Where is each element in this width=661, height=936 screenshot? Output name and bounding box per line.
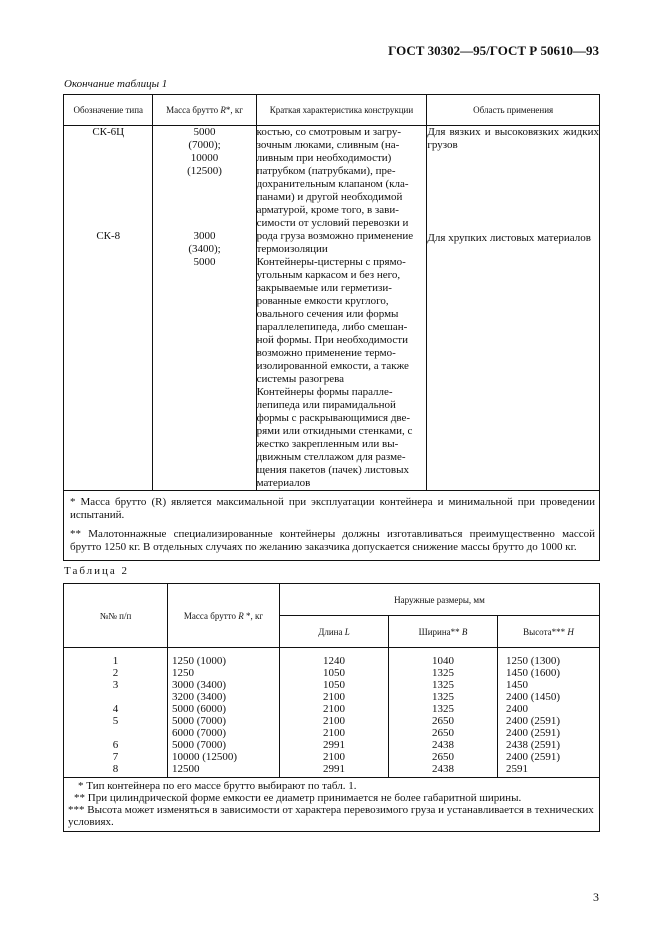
mass-value: (3400);	[188, 243, 221, 255]
table2-col-length: Длина L	[280, 616, 389, 648]
table2-height-value: 1450	[506, 679, 528, 691]
table2-mass-value: 1250 (1000)	[172, 655, 227, 667]
table2-header-row-1	[64, 584, 600, 616]
table2-num-value: 2	[112, 667, 119, 679]
table2-height-column	[498, 648, 600, 778]
description-line: щения пакетов (пачек) листовых	[256, 464, 410, 476]
table2-length-value: 2100	[323, 691, 345, 703]
table2-height-value: 2400 (2591)	[506, 715, 561, 727]
table2-length-value: 2991	[323, 739, 345, 751]
table2-note-1: * Тип контейнера по его массе брутто выбирают по табл. 1.	[78, 780, 357, 792]
description-line: симости от условий перевозки и	[256, 217, 409, 229]
table2-num-column	[64, 648, 168, 778]
mass-value: (12500)	[187, 165, 222, 177]
table2-caption: Таблица 2	[64, 565, 130, 577]
description-line: Контейнеры формы паралле-	[256, 386, 393, 398]
mass-value: 10000	[190, 152, 219, 164]
table2-num-value: 3	[112, 679, 119, 691]
table2-col-height: Высота*** H	[498, 616, 600, 648]
table2-mass-value: 5000 (7000)	[172, 715, 227, 727]
description-line: арматурой, кроме того, в зави-	[256, 204, 399, 216]
table2-height-value: 2400	[506, 703, 528, 715]
table2-width-value: 2650	[432, 715, 454, 727]
description-line: системы разогрева	[256, 373, 345, 385]
description-line: материалов	[256, 477, 311, 489]
table2-num-value	[64, 691, 167, 703]
table2-mass-column	[168, 648, 280, 778]
description-line: зочным люками, сливным (на-	[256, 139, 400, 151]
description-line: параллелепипеда, либо смешан-	[256, 321, 408, 333]
table2-length-column	[280, 648, 389, 778]
mass-value: (7000);	[188, 139, 221, 151]
description-line: жестко закрепленным или вы-	[256, 438, 399, 450]
description-line: изолированной емкости, а также	[256, 360, 409, 372]
table1-col-description: Краткая характеристика конструкции	[256, 95, 427, 126]
table1-note-2: ** Малотоннажные специализированные контейнеры должны изготавливаться преимущественно массой брутто 1250 кг. В отдельных случаях по желанию заказчика допускается снижение массы брутто до 1000 кг.	[70, 528, 595, 553]
table1-body-row	[64, 126, 600, 491]
document-header: ГОСТ 30302—95/ГОСТ Р 50610—93	[388, 43, 599, 58]
table1-header-row	[64, 95, 600, 126]
table2-width-value: 2650	[432, 751, 454, 763]
description-line: ной формы. При необходимости	[256, 334, 408, 346]
table2-mass-value: 3000 (3400)	[172, 679, 227, 691]
description-line: угольным каркасом и без него,	[256, 269, 401, 281]
table2-length-value: 2100	[323, 715, 345, 727]
table1-col-mass: Масса брутто R*, кг	[153, 95, 256, 126]
description-line: термоизоляции	[256, 243, 328, 255]
table2-mass-value: 6000 (7000)	[172, 727, 227, 739]
table2-col-width: Ширина** B	[389, 616, 498, 648]
table1-note-1: * Масса брутто (R) является максимальной при эксплуатации контейнера и минимальной при проведении испытаний.	[70, 496, 595, 521]
table2-mass-value: 5000 (7000)	[172, 739, 227, 751]
table2-col-dimensions: Наружные размеры, мм	[280, 584, 600, 616]
mass-value: 5000	[193, 256, 216, 268]
table2-mass-value: 10000 (12500)	[172, 751, 238, 763]
table2-num-value	[64, 727, 167, 739]
table1-type-cell	[64, 126, 153, 491]
table2-height-value: 2400 (2591)	[506, 727, 561, 739]
description-line: патрубком (патрубками), пре-	[256, 165, 396, 177]
table1	[63, 94, 600, 561]
description-line: овального сечения или формы	[256, 308, 399, 320]
table2-height-value: 2591	[506, 763, 528, 775]
table2-length-value: 2991	[323, 763, 345, 775]
table2-num-value: 6	[112, 739, 119, 751]
description-line: рями или откидными стенками, с	[256, 425, 413, 437]
table2-length-value: 2100	[323, 727, 345, 739]
table2-length-value: 2100	[323, 703, 345, 715]
mass-value: 5000	[193, 126, 216, 138]
description-line: возможно применение термо-	[256, 347, 396, 359]
description-line: ливным при необходимости)	[256, 152, 392, 164]
table2-width-value: 1325	[432, 667, 454, 679]
application-sk8: Для хрупких листовых материалов	[427, 232, 591, 244]
description-line: движным стеллажом для разме-	[256, 451, 406, 463]
description-line: рода груза возможно применение	[256, 230, 414, 242]
description-line: формы с раскрывающимися две-	[256, 412, 411, 424]
type-sk6c: СК-6Ц	[92, 126, 125, 138]
table2-mass-value: 3200 (3400)	[172, 691, 227, 703]
description-line: костью, со смотровым и загру-	[256, 126, 402, 138]
table2-num-value: 5	[112, 715, 119, 727]
description-line: Контейнеры-цистерны с прямо-	[256, 256, 406, 268]
table2-width-value: 1325	[432, 703, 454, 715]
table1-application-cell	[427, 126, 600, 491]
table2	[63, 583, 600, 832]
table2-col-num: №№ п/п	[64, 584, 168, 648]
page-number: 3	[593, 890, 599, 904]
table2-width-value: 1325	[432, 691, 454, 703]
table2-body-row	[64, 648, 600, 778]
table2-height-value: 1450 (1600)	[506, 667, 561, 679]
table2-width-value: 1040	[432, 655, 454, 667]
table2-num-value: 8	[112, 763, 119, 775]
table2-height-value: 2438 (2591)	[506, 739, 561, 751]
table2-length-value: 1240	[323, 655, 345, 667]
table1-col-application: Область применения	[427, 95, 600, 126]
table2-note-2: ** При цилиндрической форме емкости ее диаметр принимается не более габаритной ширины.	[74, 792, 522, 804]
table1-col-type: Обозначение типа	[64, 95, 153, 126]
application-sk6c: Для вязких и высоковязких жидких грузов	[427, 126, 599, 151]
table2-num-value: 7	[112, 751, 119, 763]
table2-num-value: 1	[112, 655, 119, 667]
description-line: рованные емкости круглого,	[256, 295, 389, 307]
table2-width-value: 2438	[432, 763, 454, 775]
mass-value: 3000	[193, 230, 216, 242]
table1-mass-cell	[153, 126, 256, 491]
table2-width-value: 1325	[432, 679, 454, 691]
type-sk8: СК-8	[96, 230, 121, 242]
table2-length-value: 2100	[323, 751, 345, 763]
table2-width-column	[389, 648, 498, 778]
table2-width-value: 2650	[432, 727, 454, 739]
table2-height-value: 2400 (1450)	[506, 691, 561, 703]
table2-mass-value: 12500	[172, 763, 200, 775]
table2-note-3: *** Высота может изменяться в зависимости от характера перевозимого груза и устанавливается в технических условиях.	[68, 804, 594, 828]
table1-description-cell	[256, 126, 427, 491]
table2-num-value: 4	[112, 703, 119, 715]
table2-height-value: 2400 (2591)	[506, 751, 561, 763]
table2-notes	[63, 778, 600, 832]
description-line: закрываемые или герметизи-	[256, 282, 392, 294]
table2-col-mass: Масса брутто R *, кг	[168, 584, 280, 648]
table2-width-value: 2438	[432, 739, 454, 751]
table1-caption: Окончание таблицы 1	[64, 78, 168, 90]
table1-notes	[63, 491, 600, 561]
table2-mass-value: 5000 (6000)	[172, 703, 227, 715]
table2-mass-value: 1250	[172, 667, 194, 679]
table2-height-value: 1250 (1300)	[506, 655, 561, 667]
description-line: лепипеда или пирамидальной	[256, 399, 396, 411]
table2-length-value: 1050	[323, 667, 345, 679]
description-line: панами) и другой необходимой	[256, 191, 403, 203]
description-line: дохранительным клапаном (кла-	[256, 178, 409, 190]
table2-length-value: 1050	[323, 679, 345, 691]
